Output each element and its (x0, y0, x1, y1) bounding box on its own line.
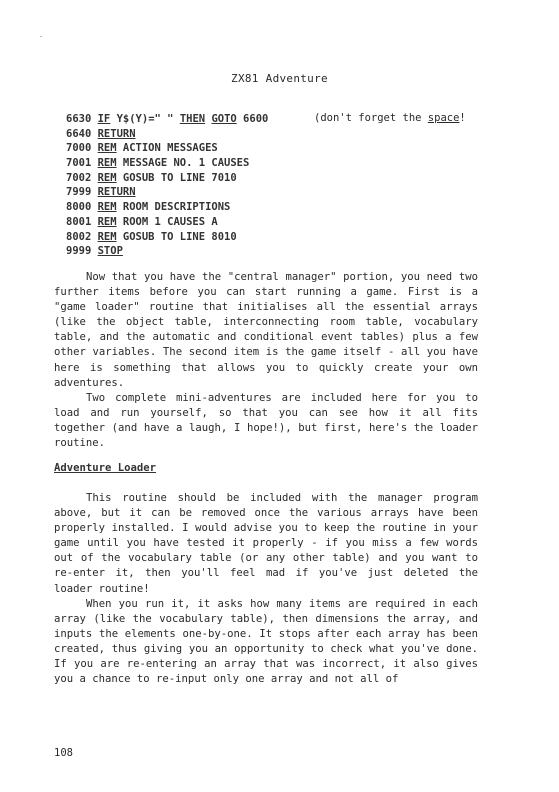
code-text: 6630 (66, 113, 98, 125)
code-line (66, 171, 486, 186)
code-line (66, 244, 486, 259)
code-line (66, 200, 486, 215)
code-text: 7001 (66, 157, 98, 170)
basic-keyword: GOTO (211, 113, 237, 125)
page-number: 108 (54, 747, 73, 759)
code-text: MESSAGE NO. 1 CAUSES (116, 157, 250, 170)
code-text: Y$(Y)=" " (110, 113, 180, 125)
basic-keyword: RETURN (97, 186, 136, 199)
code-line (66, 230, 486, 245)
code-line (66, 156, 486, 171)
code-line (66, 127, 486, 142)
basic-keyword: IF (97, 113, 111, 125)
code-line (66, 215, 486, 230)
code-text: 8000 (66, 201, 98, 214)
code-text: 7999 (66, 186, 98, 199)
code-annotation (314, 112, 466, 124)
section-heading: Adventure Loader (54, 462, 157, 474)
code-text: 8001 (66, 215, 98, 228)
code-text: 7000 (66, 142, 98, 155)
running-head: ZX81 Adventure (231, 72, 328, 85)
basic-keyword: RETURN (97, 127, 136, 140)
paragraph: When you run it, it asks how many items are required in each array (like the vocabulary table), then dimensions the array, and inputs the elements one-by-one. It stops after each array has been created, thus giving you an opportunity to check what you've done. If you are re-entering an array that was incorrect, it also gives you a chance to re-input only one array and not all of (54, 597, 478, 686)
code-text: GOSUB TO LINE 7010 (116, 171, 237, 184)
basic-keyword: REM (97, 171, 117, 184)
paragraph: Two complete mini-adventures are included here for you to load and run yourself, so that you can see how it all fits together (and have a laugh, I hope!), but first, here's the loader routine. (54, 391, 478, 450)
annotation-suffix: ! (459, 112, 466, 124)
code-listing (66, 112, 486, 259)
basic-keyword: REM (97, 215, 117, 228)
basic-keyword: REM (97, 157, 117, 170)
basic-keyword: THEN (179, 113, 206, 125)
code-line (66, 141, 486, 156)
basic-keyword: STOP (97, 245, 123, 258)
code-text: 7002 (66, 171, 98, 184)
code-text: 8002 (66, 230, 98, 243)
scan-speck (40, 36, 42, 37)
code-text: 9999 (66, 245, 98, 258)
code-text: ROOM 1 CAUSES A (116, 215, 218, 228)
code-text: 6600 (236, 113, 269, 125)
basic-keyword: REM (97, 142, 117, 155)
paragraph: This routine should be included with the manager program above, but it can be removed once the various arrays have been properly installed. I would advise you to keep the routine in your game until you have tested it properly - if you miss a few words out of the vocabulary table (or any other table) and you want to re-enter it, then you'll feel mad if you've just deleted the loader routine! (54, 492, 478, 595)
intro-paragraphs (54, 270, 478, 451)
basic-keyword: REM (97, 230, 117, 243)
loader-paragraphs (54, 465, 478, 687)
code-line (66, 185, 486, 200)
annotation-prefix: (don't forget the (314, 112, 428, 124)
annotation-keyword: space (427, 112, 460, 124)
code-text: 6640 (66, 127, 98, 140)
basic-keyword: REM (97, 201, 117, 214)
paragraph: Now that you have the "central manager" portion, you need two further items before you can start running a game. First is a "game loader" routine that initialises all the essential arrays (like the object table, interconnecting room table, vocabulary table, and the automatic and conditional event tables) plus a few other variables. The second item is the game itself - all you have here is something that allows you to quickly create your own adventures. (54, 271, 478, 389)
code-text: GOSUB TO LINE 8010 (116, 230, 237, 243)
code-text: ROOM DESCRIPTIONS (116, 201, 231, 214)
code-text: ACTION MESSAGES (116, 142, 218, 155)
